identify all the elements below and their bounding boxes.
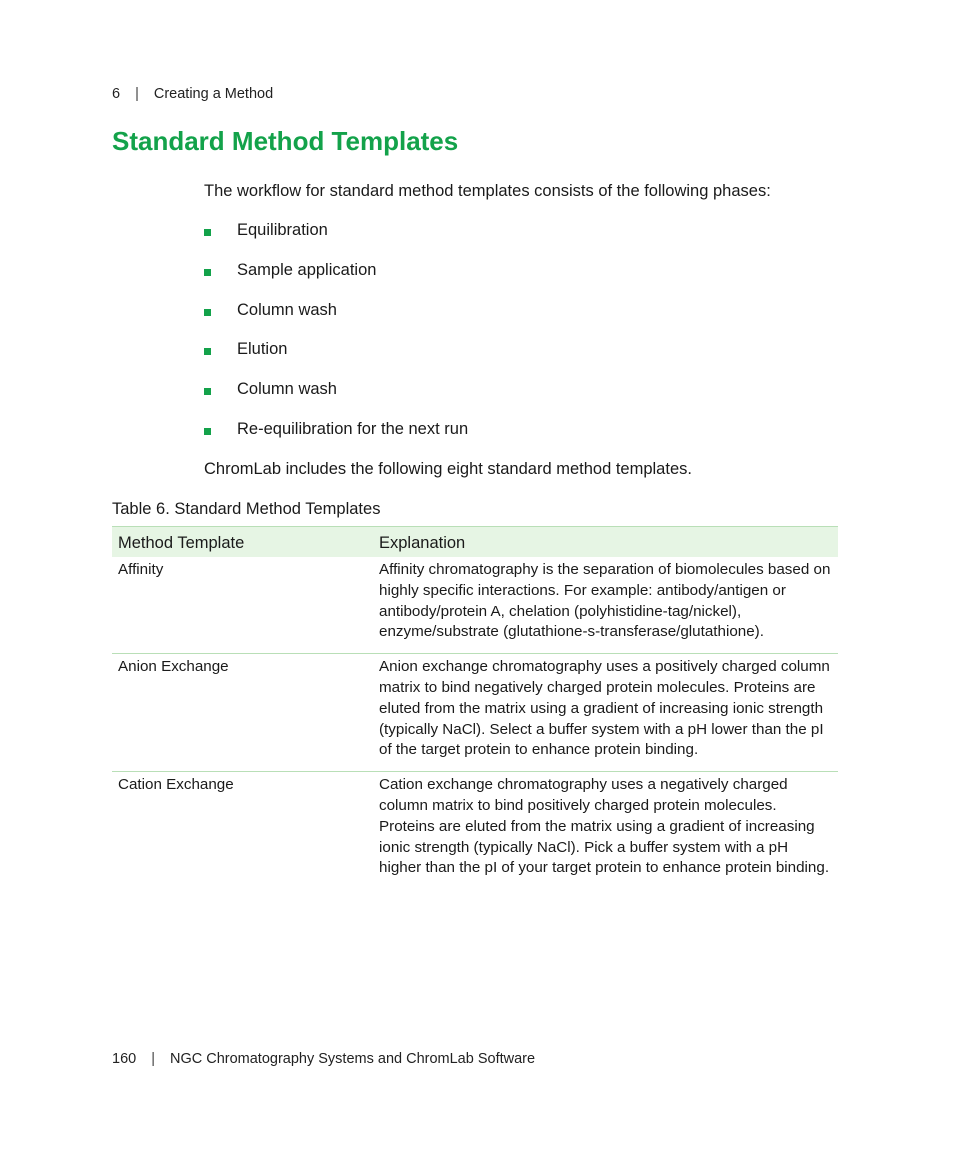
table-header-row — [112, 527, 838, 558]
square-bullet-icon — [204, 348, 211, 355]
square-bullet-icon — [204, 309, 211, 316]
template-name-cell: Cation Exchange — [118, 776, 234, 794]
list-item: Column wash — [204, 301, 468, 341]
list-item: Sample application — [204, 261, 468, 301]
list-item: Elution — [204, 340, 468, 380]
column-header-template: Method Template — [112, 527, 373, 558]
footer-page-number: 160 — [112, 1051, 137, 1067]
list-item: Column wash — [204, 380, 468, 420]
square-bullet-icon — [204, 269, 211, 276]
table-row — [112, 772, 838, 889]
square-bullet-icon — [204, 229, 211, 236]
header-separator: | — [135, 86, 139, 102]
table-caption: Table 6. Standard Method Templates — [112, 500, 381, 518]
section-title: Standard Method Templates — [112, 126, 459, 156]
method-templates-table — [112, 526, 838, 889]
column-header-explanation: Explanation — [373, 527, 838, 558]
template-name-cell: Anion Exchange — [112, 654, 373, 772]
intro-paragraph: The workflow for standard method templates consists of the following phases: — [204, 182, 771, 200]
explanation-cell: Anion exchange chromatography uses a positively charged column matrix to bind negatively charged protein molecules. Proteins are eluted from the matrix using a gradient of increasing ionic strength (typically NaCl). Select a buffer system with a pH lower than the pI of the target protein to enhance protein binding. — [373, 654, 838, 772]
header-chapter: Creating a Method — [153, 86, 274, 102]
header-page-number: 6 — [112, 86, 121, 102]
list-item: Re-equilibration for the next run — [204, 420, 468, 460]
footer-book-title: NGC Chromatography Systems and ChromLab Software — [169, 1051, 536, 1067]
table-row — [112, 654, 838, 772]
running-footer — [112, 1051, 535, 1067]
square-bullet-icon — [204, 388, 211, 395]
running-header — [112, 86, 273, 102]
template-name-cell: Affinity — [112, 557, 373, 654]
explanation-cell: Cation exchange chromatography uses a negatively charged column matrix to bind positively charged protein molecules. Proteins are eluted from the matrix using a gradient of increasing ionic strength (typically NaCl). Pick a buffer system with a pH higher than the pI of your target protein to enhance protein binding. — [379, 776, 830, 877]
list-item: Equilibration — [204, 221, 468, 261]
closing-paragraph: ChromLab includes the following eight standard method templates. — [204, 460, 692, 478]
phases-list — [204, 221, 468, 460]
table-row — [112, 557, 838, 654]
square-bullet-icon — [204, 428, 211, 435]
footer-separator: | — [151, 1051, 155, 1067]
explanation-cell: Affinity chromatography is the separation of biomolecules based on highly specific interactions. For example: antibody/antigen or antibody/protein A, chelation (polyhistidine-tag/nickel), enzyme/substrate (glutathione-s-transferase/glutathione). — [373, 557, 838, 654]
